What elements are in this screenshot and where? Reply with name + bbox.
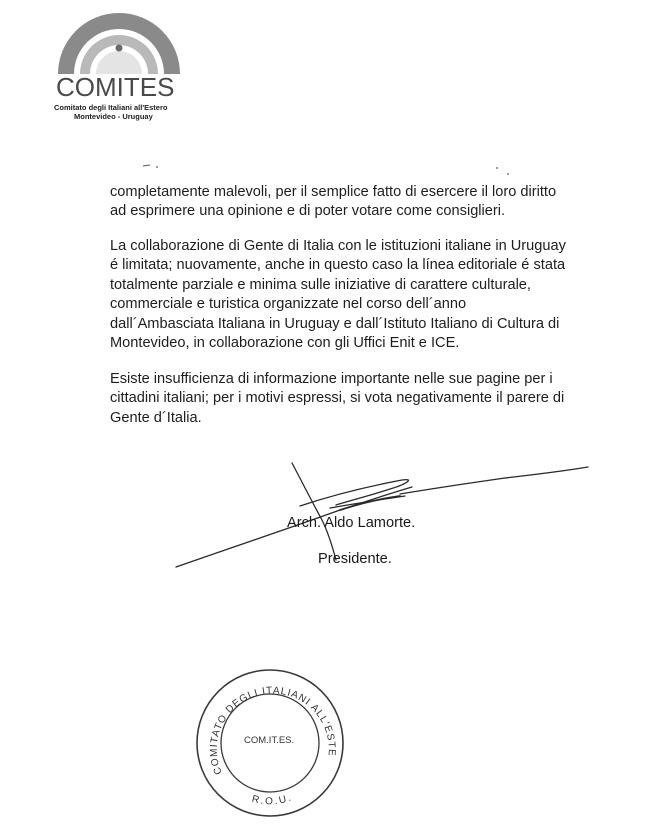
paragraph-line: commerciale e turistica organizzate nel corso dell´anno	[110, 296, 467, 313]
signatory-name: Arch. Aldo Lamorte.	[287, 515, 416, 531]
logo-subtitle-line2: Montevideo - Uruguay	[74, 112, 153, 121]
logo-name: COMITES	[56, 72, 175, 102]
stamp-ring-text: COMITATO DEGLI ITALIANI ALL'ESTE	[208, 685, 337, 776]
svg-text:R.O.U.	[251, 792, 295, 807]
signatory-title: Presidente.	[318, 551, 392, 567]
paragraph-line: é limitata; nuovamente, anche in questo caso la línea editoriale é stata	[110, 257, 566, 274]
paragraph-line: cittadini italiani; per i motivi espressi, si vota negativamente il parere di	[110, 390, 565, 407]
paragraph-line: Esiste insufficienza di informazione importante nelle sue pagine per i	[110, 371, 553, 387]
paragraph-line: completamente malevoli, per il semplice fatto di esercere il loro diritto	[110, 184, 557, 200]
paragraph-line: Montevideo, in collaborazione con gli Uffici Enit e ICE.	[110, 335, 460, 352]
stamp-center-text: COM.IT.ES.	[244, 735, 295, 746]
paragraph-line: totalmente parziale e minima sulle iniziative di carattere culturale,	[110, 276, 531, 293]
paragraph-line: Gente d´Italia.	[110, 409, 202, 426]
paragraph-line: ad esprimere una opinione e di poter votare come consiglieri.	[110, 203, 506, 220]
svg-text:COMITATO DEGLI ITALIANI ALL'ES	[190, 663, 337, 776]
paragraph-line: dall´Ambasciata Italiana in Uruguay e dall´Istituto Italiano di Cultura di	[110, 315, 560, 332]
logo-subtitle-line1: Comitato degli Italiani all'Estero	[54, 103, 168, 112]
paragraph-line: La collaborazione di Gente di Italia con le istituzioni italiane in Uruguay	[110, 238, 566, 254]
official-stamp	[190, 663, 350, 823]
stamp-bottom-text: R.O.U.	[250, 792, 295, 808]
